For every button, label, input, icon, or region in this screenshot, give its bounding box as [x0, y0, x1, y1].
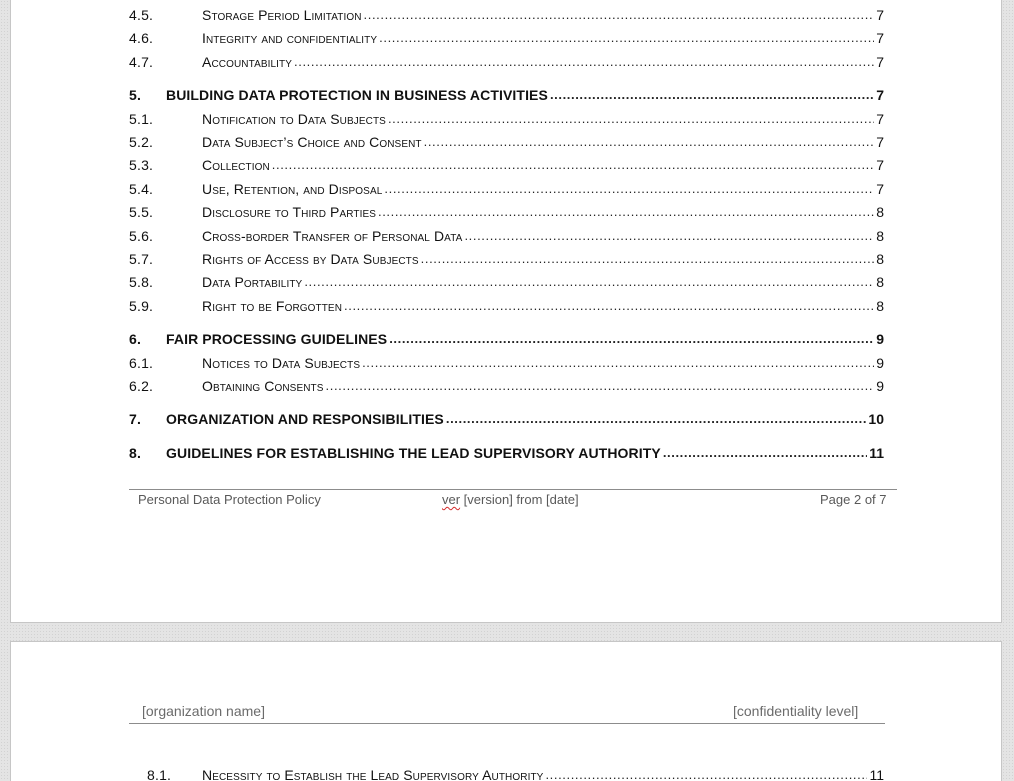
toc-number: 5.: [129, 87, 142, 103]
toc-page: 9: [876, 331, 884, 347]
toc-page: 8: [876, 298, 884, 314]
toc-number: 8.1.: [147, 767, 172, 781]
toc-entry[interactable]: [129, 180, 884, 200]
toc-page: 7: [876, 30, 884, 46]
toc-number: 8.: [129, 445, 142, 461]
toc-leader: [384, 180, 874, 194]
toc-number: 5.8.: [129, 274, 154, 290]
toc-entry-major[interactable]: [129, 86, 884, 106]
toc-title: Storage Period Limitation: [202, 7, 362, 23]
toc-page: 11: [869, 445, 884, 461]
toc-page: 8: [876, 228, 884, 244]
toc-page: 8: [876, 204, 884, 220]
toc-entry[interactable]: [129, 133, 884, 153]
toc-title: Accountability: [202, 54, 293, 70]
toc-title: Integrity and confidentiality: [202, 30, 378, 46]
header-divider: [129, 723, 885, 724]
toc-title: Notices to Data Subjects: [202, 355, 361, 371]
toc-entry[interactable]: [129, 110, 884, 130]
toc-title: Disclosure to Third Parties: [202, 204, 376, 220]
toc-number: 7.: [129, 411, 142, 427]
toc-page: 9: [876, 378, 884, 394]
toc-title: GUIDELINES FOR ESTABLISHING THE LEAD SUPERVISORY AUTHORITY: [166, 445, 661, 461]
toc-leader: [388, 110, 874, 124]
toc-title: Necessity to Establish the Lead Supervisory Authority: [202, 767, 544, 781]
toc-leader: [378, 203, 874, 217]
toc-leader: [379, 29, 874, 43]
toc-number: 6.1.: [129, 355, 154, 371]
toc-leader: [424, 133, 875, 147]
toc-leader: [545, 766, 867, 780]
toc-number: 5.2.: [129, 134, 154, 150]
toc-title: BUILDING DATA PROTECTION IN BUSINESS ACTIVITIES: [166, 87, 548, 103]
toc-entry[interactable]: [129, 297, 884, 317]
toc-leader: [272, 156, 874, 170]
toc-page: 7: [876, 134, 884, 150]
toc-title: FAIR PROCESSING GUIDELINES: [166, 331, 388, 347]
toc-entry[interactable]: [129, 6, 884, 26]
toc-number: 6.2.: [129, 378, 154, 394]
toc-page: 7: [876, 7, 884, 23]
toc-leader: [344, 297, 874, 311]
toc-title: Data Portability: [202, 274, 303, 290]
toc-entry[interactable]: [129, 227, 884, 247]
toc-entry-major[interactable]: [129, 410, 884, 430]
toc-number: 5.7.: [129, 251, 154, 267]
toc-title: Cross-border Transfer of Personal Data: [202, 228, 463, 244]
toc-entry-major[interactable]: [129, 444, 884, 464]
toc-title: ORGANIZATION AND RESPONSIBILITIES: [166, 411, 444, 427]
toc-title: Obtaining Consents: [202, 378, 324, 394]
toc-page: 7: [876, 54, 884, 70]
toc-leader: [364, 6, 875, 20]
footer-document-title: Personal Data Protection Policy: [138, 492, 321, 507]
toc-number: 5.9.: [129, 298, 154, 314]
toc-entry[interactable]: [129, 53, 884, 73]
toc-page: 7: [876, 87, 884, 103]
footer-page-number: Page 2 of 7: [820, 492, 887, 507]
toc-page: 11: [869, 767, 884, 781]
document-page[interactable]: [10, 0, 1002, 623]
toc-page: 7: [876, 111, 884, 127]
toc-page: 7: [876, 181, 884, 197]
toc-entry[interactable]: [129, 29, 884, 49]
footer-version-text: [version] from [date]: [460, 492, 579, 507]
toc-entry[interactable]: [129, 250, 884, 270]
toc-number: 6.: [129, 331, 142, 347]
toc-number: 5.4.: [129, 181, 154, 197]
toc-title: Collection: [202, 157, 270, 173]
toc-page: 9: [876, 355, 884, 371]
toc-number: 5.5.: [129, 204, 154, 220]
footer-divider: [129, 489, 897, 490]
toc-leader: [326, 377, 875, 391]
toc-entry[interactable]: [129, 377, 884, 397]
toc-leader: [304, 273, 874, 287]
spelling-error-mark[interactable]: ver: [442, 492, 461, 507]
toc-title: Notification to Data Subjects: [202, 111, 386, 127]
toc-leader: [294, 53, 874, 67]
toc-number: 5.6.: [129, 228, 154, 244]
toc-title: Use, Retention, and Disposal: [202, 181, 383, 197]
header-organization-name: [organization name]: [142, 703, 265, 719]
toc-page: 10: [868, 411, 884, 427]
footer-version: [442, 492, 579, 507]
toc-page: 7: [876, 157, 884, 173]
toc-page: 8: [876, 274, 884, 290]
toc-entry[interactable]: [129, 273, 884, 293]
toc-leader: [464, 227, 874, 241]
toc-leader: [362, 354, 874, 368]
toc-number: 4.6.: [129, 30, 154, 46]
toc-entry[interactable]: [129, 156, 884, 176]
toc-entry[interactable]: [129, 0, 884, 3]
toc-leader: [446, 410, 867, 424]
toc-title: Data Subject’s Choice and Consent: [202, 134, 422, 150]
toc-title: Right to be Forgotten: [202, 298, 343, 314]
toc-number: 4.7.: [129, 54, 154, 70]
toc-leader: [389, 330, 874, 344]
toc-entry-major[interactable]: [129, 330, 884, 350]
toc-leader: [663, 444, 867, 458]
toc-number: 5.3.: [129, 157, 154, 173]
toc-number: 5.1.: [129, 111, 154, 127]
toc-entry[interactable]: [129, 766, 884, 781]
header-confidentiality-level: [confidentiality level]: [733, 703, 859, 719]
toc-leader: [550, 86, 874, 100]
document-page[interactable]: [10, 641, 1002, 781]
toc-leader: [421, 250, 875, 264]
toc-page: 8: [876, 251, 884, 267]
toc-number: 4.5.: [129, 7, 154, 23]
toc-title: Rights of Access by Data Subjects: [202, 251, 419, 267]
toc-entry[interactable]: [129, 354, 884, 374]
toc-entry[interactable]: [129, 203, 884, 223]
